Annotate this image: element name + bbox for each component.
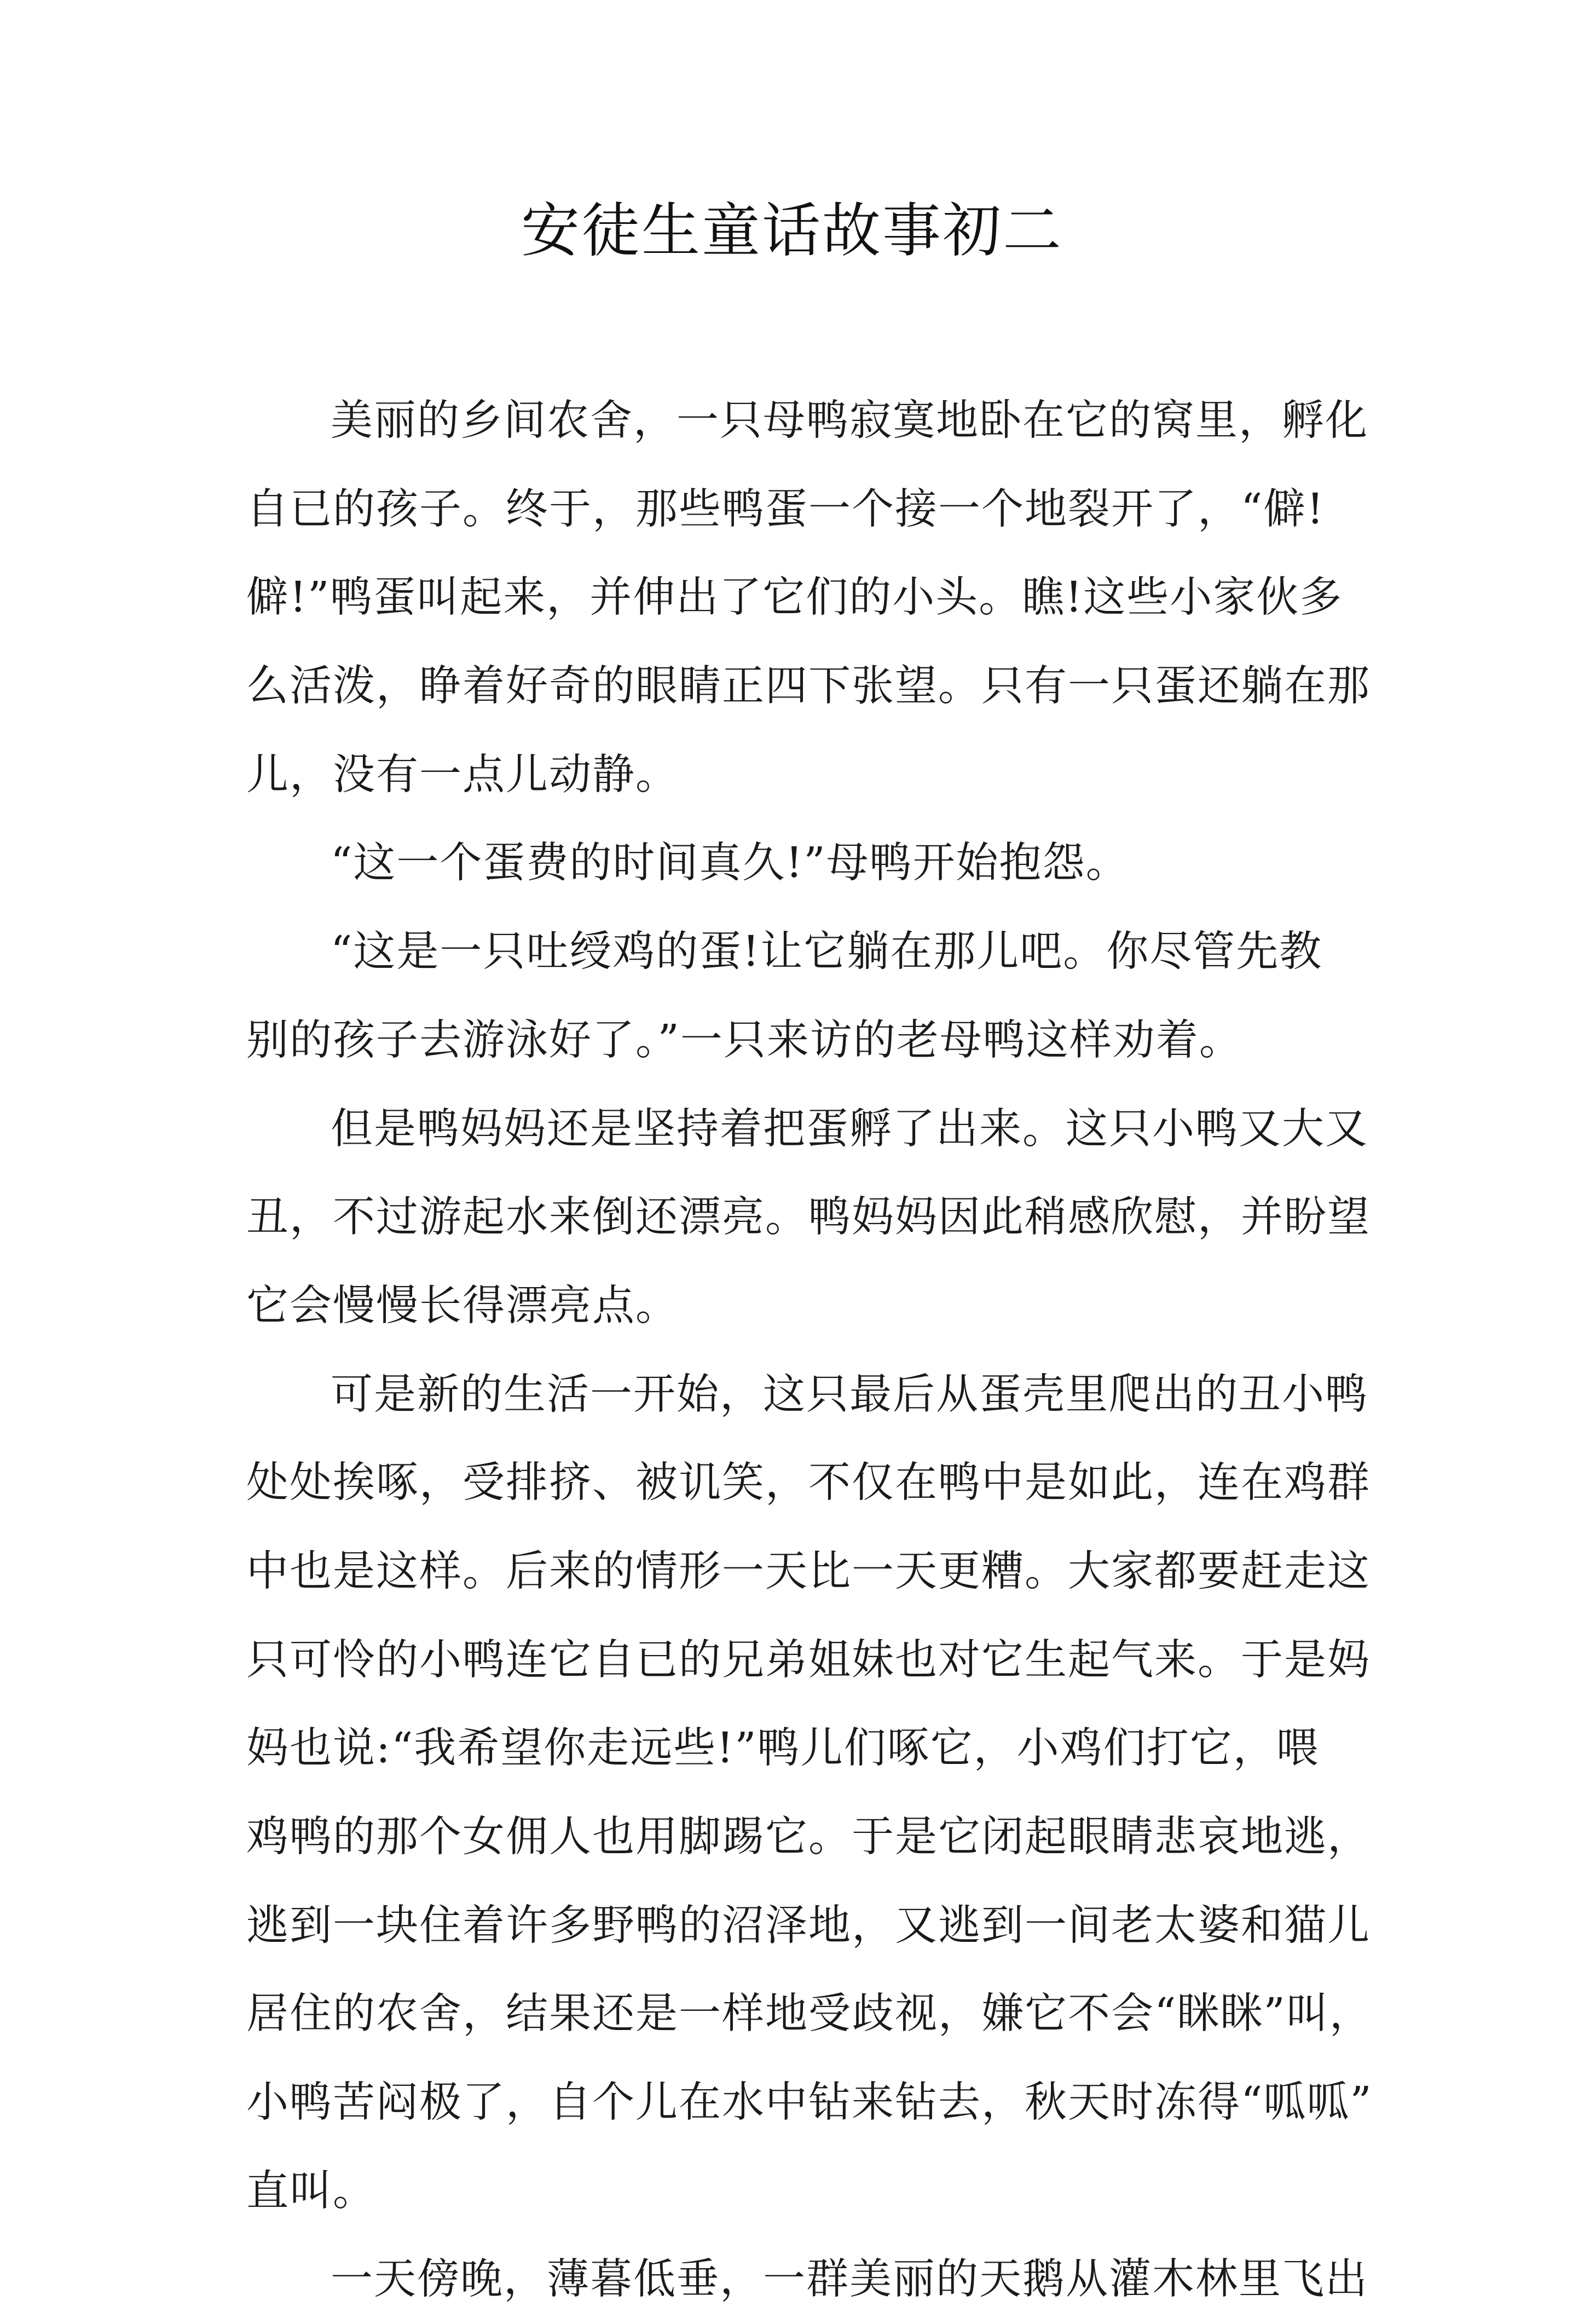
text-line: 儿，没有一点儿动静。	[246, 750, 679, 799]
document-body	[246, 377, 1373, 2324]
text-line: 处处挨啄，受排挤、被讥笑，不仅在鸭中是如此，连在鸡群	[246, 1458, 1371, 1508]
text-line: 居住的农舍，结果还是一样地受歧视，嫌它不会“眯眯”叫，	[246, 1989, 1373, 2039]
text-line: 一天傍晚，薄暮低垂，一群美丽的天鹅从灌木林里飞出	[331, 2255, 1368, 2304]
text-line: 小鸭苦闷极了，自个儿在水中钻来钻去，秋天时冻得“呱呱”	[246, 2078, 1373, 2127]
text-line: 美丽的乡间农舍，一只母鸭寂寞地卧在它的窝里，孵化	[331, 396, 1368, 445]
text-line: 它会慢慢长得漂亮点。	[246, 1281, 679, 1330]
text-line: 但是鸭妈妈还是坚持着把蛋孵了出来。这只小鸭又大又	[331, 1104, 1368, 1154]
text-line: 妈也说:“我希望你走远些!”鸭儿们啄它，小鸡们打它，喂	[246, 1724, 1320, 1773]
text-line: “这是一只吐绶鸡的蛋!让它躺在那儿吧。你尽管先教	[331, 927, 1323, 977]
document-title: 安徒生童话故事初二	[521, 197, 1063, 265]
text-line: 直叫。	[246, 2166, 376, 2216]
text-line: 别的孩子去游泳好了。”一只来访的老母鸭这样劝着。	[246, 1016, 1242, 1065]
text-line: 逃到一块住着许多野鸭的沼泽地，又逃到一间老太婆和猫儿	[246, 1901, 1371, 1950]
text-line: “这一个蛋费的时间真久!”母鸭开始抱怨。	[331, 839, 1129, 888]
text-line: 鸡鸭的那个女佣人也用脚踢它。于是它闭起眼睛悲哀地逃，	[246, 1813, 1371, 1861]
text-line: 僻!”鸭蛋叫起来，并伸出了它们的小头。瞧!这些小家伙多	[246, 573, 1343, 622]
text-line: 丑，不过游起水来倒还漂亮。鸭妈妈因此稍感欣慰，并盼望	[246, 1193, 1371, 1242]
text-line: 自已的孩子。终于，那些鸭蛋一个接一个地裂开了，“僻!	[246, 485, 1325, 534]
text-line: 可是新的生活一开始，这只最后从蛋壳里爬出的丑小鸭	[331, 1370, 1368, 1419]
text-line: 中也是这样。后来的情形一天比一天更糟。大家都要赶走这	[246, 1547, 1371, 1596]
text-line: 只可怜的小鸭连它自已的兄弟姐妹也对它生起气来。于是妈	[246, 1635, 1371, 1685]
text-line: 么活泼，睁着好奇的眼睛正四下张望。只有一只蛋还躺在那	[246, 662, 1371, 711]
